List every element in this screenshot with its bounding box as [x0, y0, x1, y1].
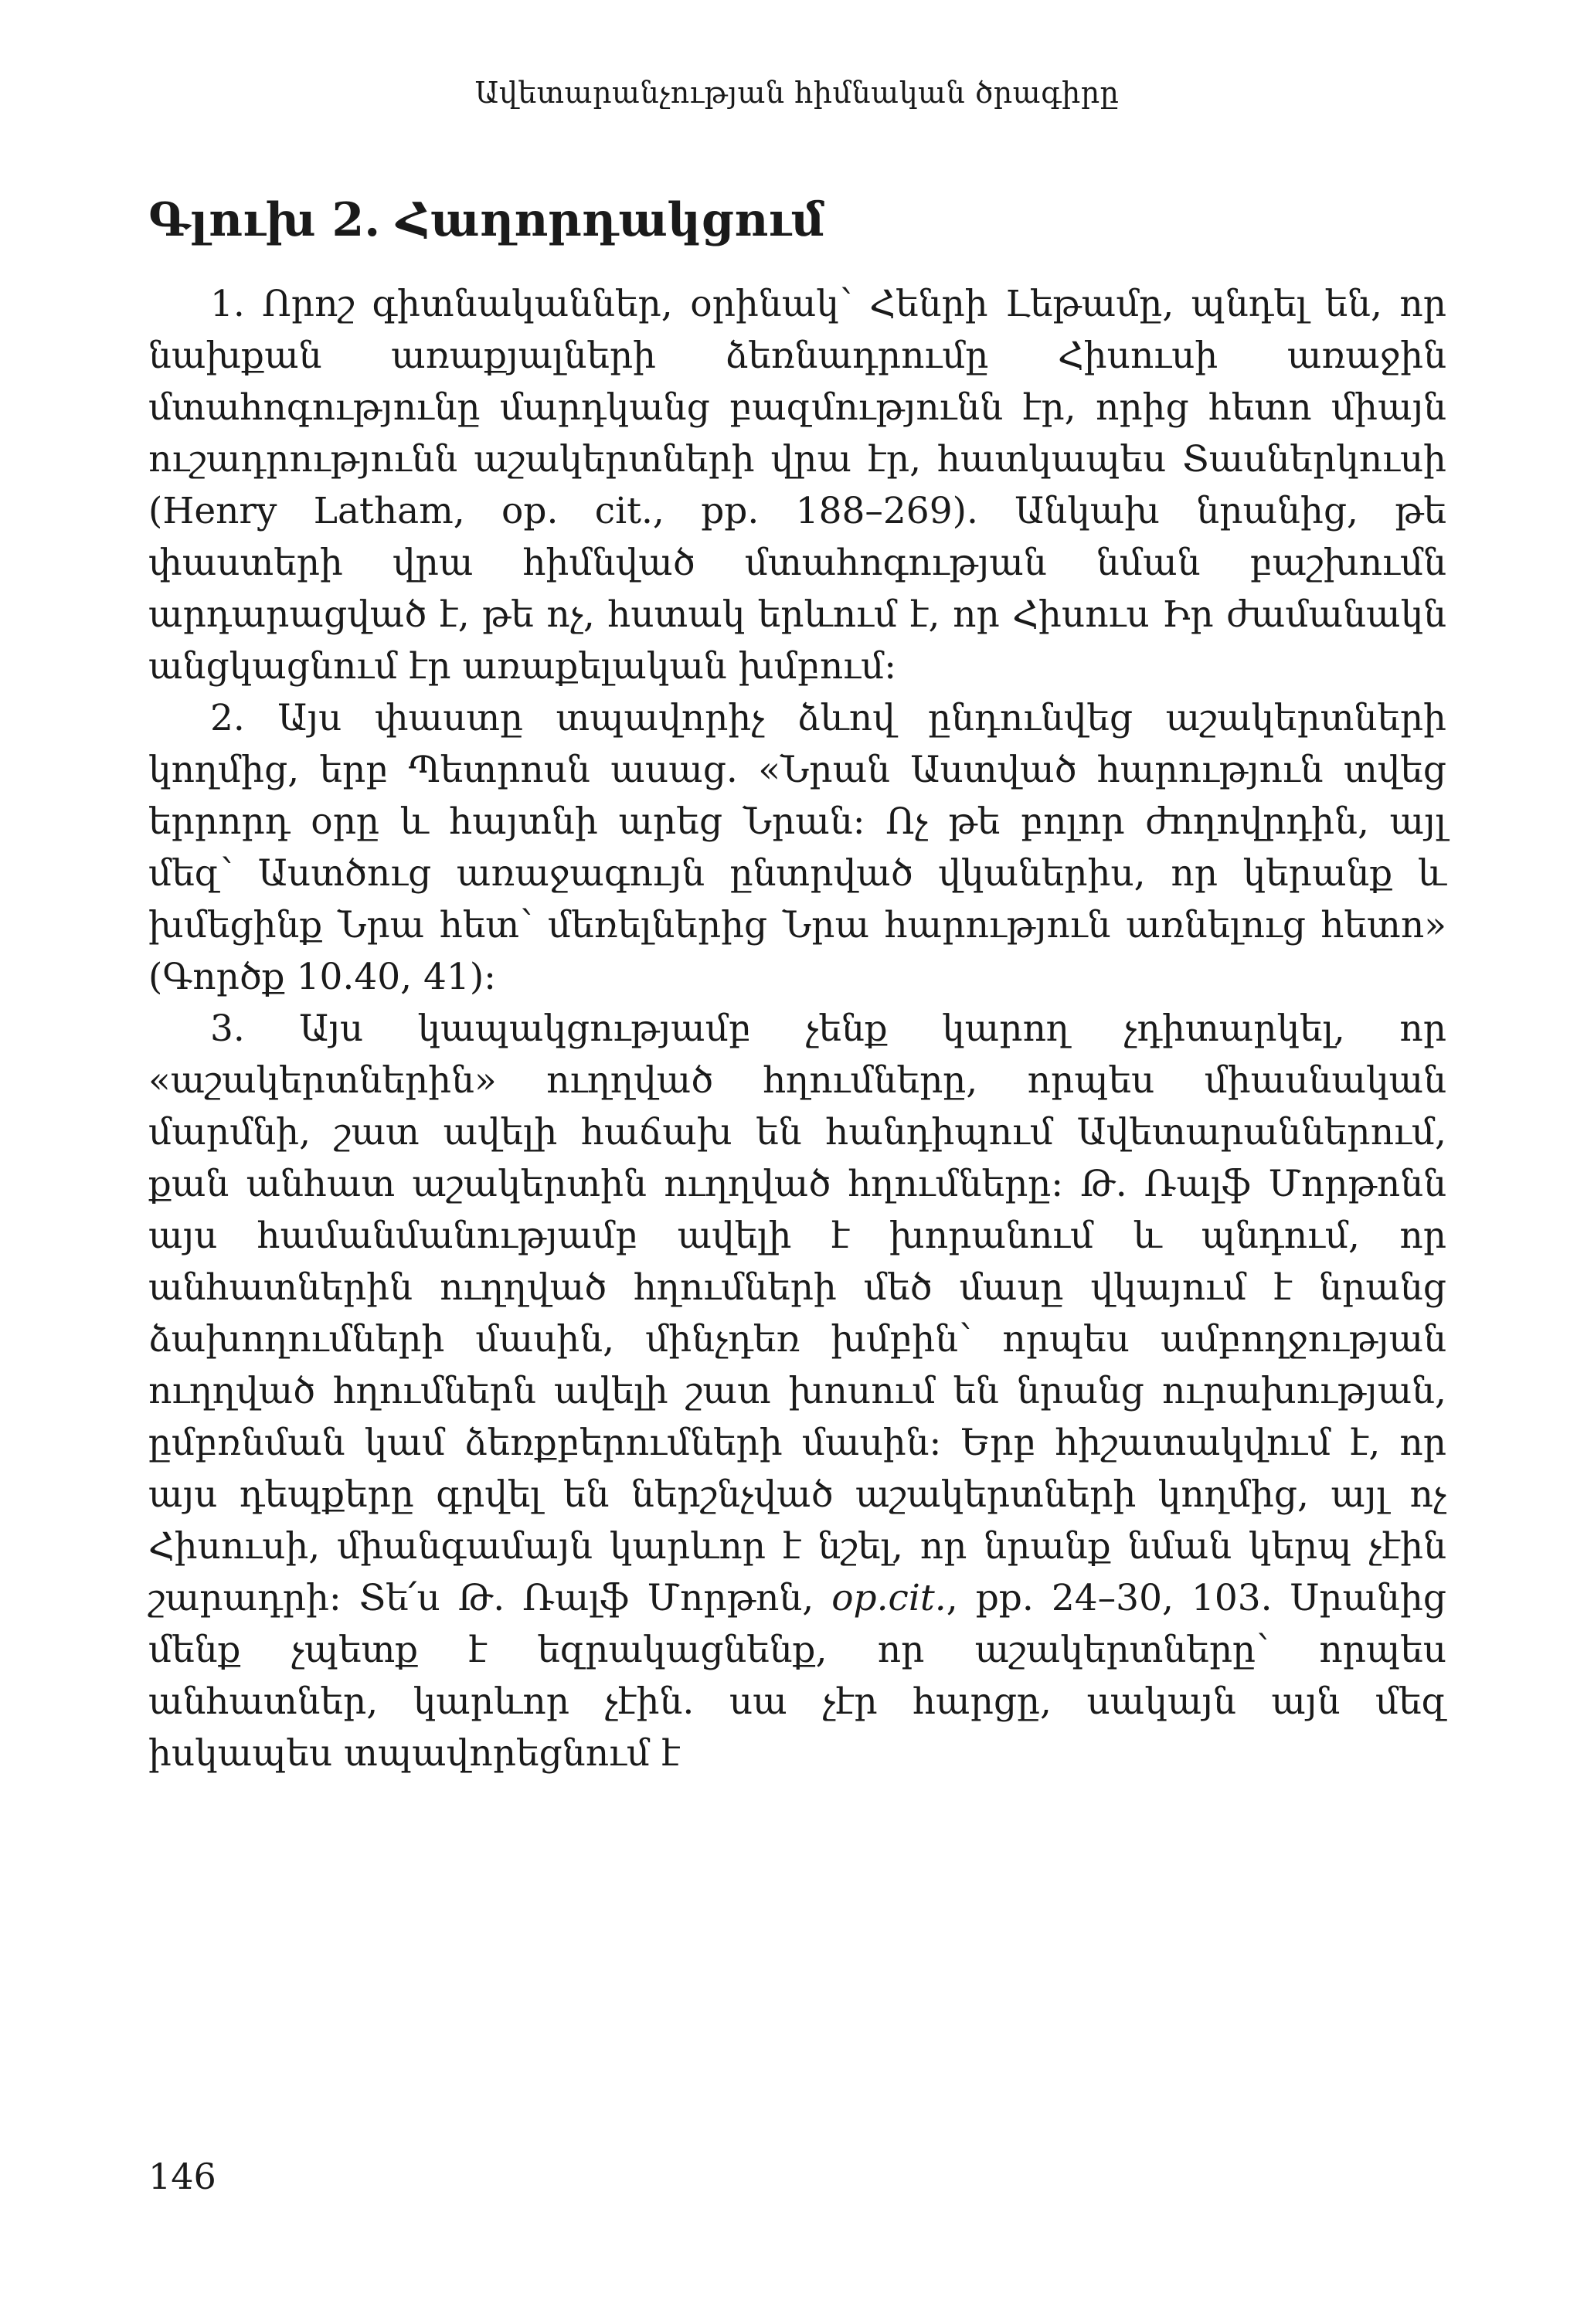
paragraph-3-text-end: , pp. 24–30, 103. Սրանից մենք չպետք է եզրակացնենք, որ աշակերտները՝ որպես անհատներ, կարևոր չէին. սա չէր հարցը, սակայն այն մեզ իսկապես տպավորեցնում է: [148, 1577, 1446, 1775]
paragraph-2: 2. Այս փաստը տպավորիչ ձևով ընդունվեց աշակերտների կողմից, երբ Պետրոսն ասաց. «Նրան Աստված հարություն տվեց երրորդ օրը և հայտնի արեց Նրան: Ոչ թե բոլոր ժողովրդին, այլ մեզ՝ Աստծուց առաջագույն ընտրված վկաներիս, որ կերանք և խմեցինք Նրա հետ՝ մեռելներից Նրա հարություն առնելուց հետո» (Գործք 10.40, 41):: [148, 697, 1446, 998]
italic-citation: op.cit.: [831, 1577, 947, 1619]
paragraph-3: [148, 1003, 1446, 1779]
paragraph-3-text-start: 3. Այս կապակցությամբ չենք կարող չդիտարկել, որ «աշակերտներին» ուղղված հղումները, որպես միասնական մարմնի, շատ ավելի հաճախ են հանդիպում Ավետարաններում, քան անհատ աշակերտին ուղղված հղումները: Թ. Ռալֆ Մորթոնն այս համանմանությամբ ավելի է խորանում և պնդում, որ անհատներին ուղղված հղումների մեծ մասը վկայում է նրանց ձախողումների մասին, մինչդեռ խմբին՝ որպես ամբողջության ուղղված հղումներն ավելի շատ խոսում են նրանց ուրախության, ըմբռնման կամ ձեռքբերումների մասին: Երբ հիշատակվում է, որ այս դեպքերը գրվել են ներշնչված աշակերտների կողմից, այլ ոչ Հիսուսի, միանգամայն կարևոր է նշել, որ նրանք նման կերպ չէին շարադրի: Տե՛ս Թ. Ռալֆ Մորթոն,: [148, 1007, 1446, 1619]
page-number: 146: [148, 2156, 216, 2197]
chapter-title: Գլուխ 2. Հաղորդակցում: [148, 193, 825, 247]
running-head: Ավետարանչության հիմնական ծրագիրը: [474, 76, 1120, 110]
body-text: [148, 278, 1446, 1779]
paragraph-1: 1. Որոշ գիտնականներ, օրինակ՝ Հենրի Լեթամը, պնդել են, որ նախքան առաքյալների ձեռնադրումը Հիսուսի առաջին մտահոգությունը մարդկանց բազմությունն էր, որից հետո միայն ուշադրությունն աշակերտների վրա էր, հատկապես Տասներկուսի (Henry Latham, op. cit., pp. 188–269). Անկախ նրանից, թե փաստերի վրա հիմնված մտահոգության նման բաշխումն արդարացված է, թե ոչ, հստակ երևում է, որ Հիսուս Իր ժամանակն անցկացնում էր առաքելական խմբում:: [148, 283, 1446, 688]
